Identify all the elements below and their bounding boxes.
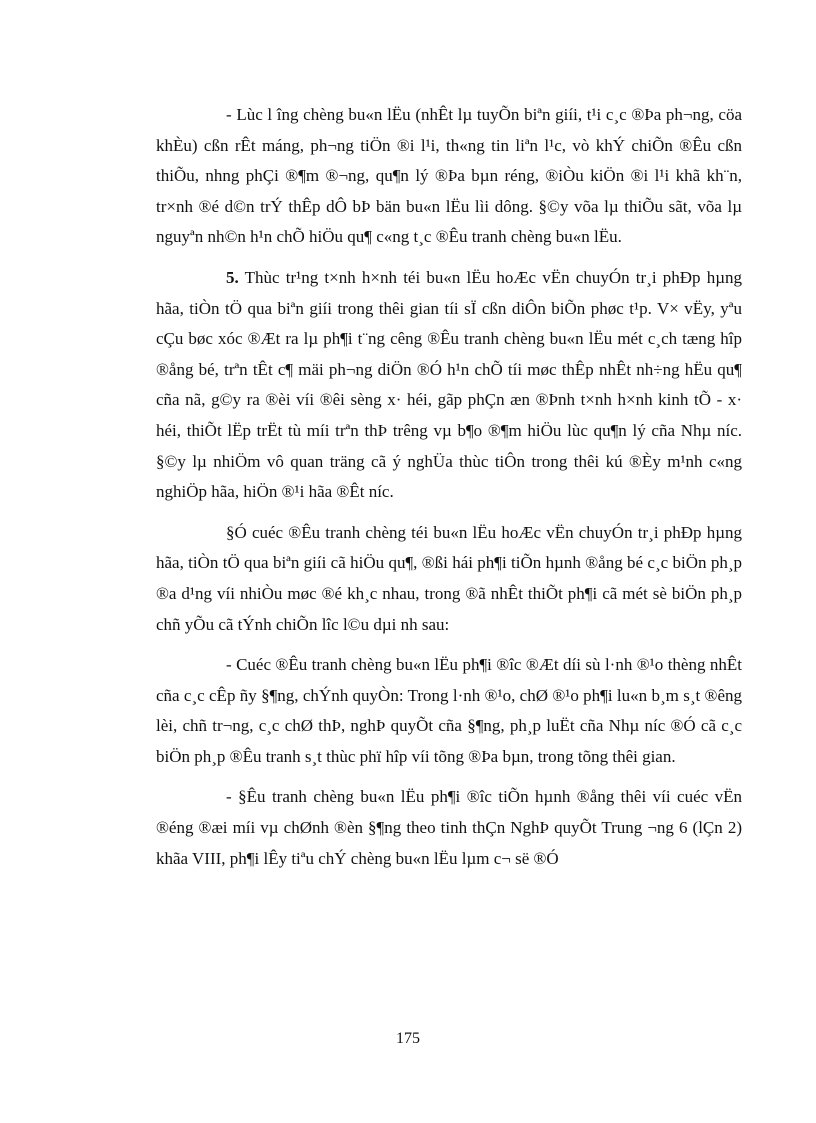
page-number: 175 xyxy=(396,1030,420,1047)
paragraph-5 xyxy=(156,782,742,874)
paragraph-4-text: - Cuéc ®Êu tranh chèng bu«n lËu ph¶i ®îc ®Æt díi sù l·nh ®¹o thèng nhÊt cña c¸c cÊp ñy §¶ng, chÝnh quyÒn: Trong l·nh ®¹o, chØ ®¹o ph¶i lu«n b¸m s¸t ®êng lèi, chñ tr¬ng, c¸c chØ thÞ, nghÞ quyÕt cña §¶ng, ph¸p luËt cña Nhµ níc ®Ó cã c¸c biÖn ph¸p ®Êu tranh s¸t thùc phï hîp víi tõng ®Þa bµn, trong tõng thêi gian. xyxy=(156,655,742,766)
paragraph-3-text: §Ó cuéc ®Êu tranh chèng téi bu«n lËu hoÆc vËn chuyÓn tr¸i phÐp hµng hãa, tiÒn tÖ qua biªn giíi cã hiÖu qu¶, ®ßi hái ph¶i tiÕn hµnh ®ång bé c¸c biÖn ph¸p ®a d¹ng víi nhiÒu møc ®é kh¸c nhau, trong ®ã nhÊt thiÕt ph¶i cã mét sè biÖn ph¸p chñ yÕu cã tÝnh chiÕn lîc l©u dµi nh sau: xyxy=(156,522,742,634)
paragraph-1-text: - Lùc l îng chèng bu«n lËu (nhÊt lµ tuyÕn biªn giíi, t¹i c¸c ®Þa ph¬ng, cöa khÈu) cßn rÊt máng, ph¬ng tiÖn ®i l¹i, th«ng tin liªn l¹c, vò khÝ chiÕn ®Êu cßn thiÕu, nhng phÇi ®¶m ®¬ng, qu¶n lý ®Þa bµn réng, ®iÒu kiÖn ®i l¹i khã kh¨n, tr×nh ®é d©n trÝ thÊp dÔ bÞ bän bu«n lËu lìi dông. §©y võa lµ thiÕu sãt, võa lµ nguyªn nh©n h¹n chÕ hiÖu qu¶ c«ng t¸c ®Êu tranh chèng bu«n lËu. xyxy=(156,105,742,247)
paragraph-5-text: - §Êu tranh chèng bu«n lËu ph¶i ®îc tiÕn hµnh ®ång thêi víi cuéc vËn ®éng ®æi míi vµ chØnh ®èn §¶ng theo tinh thÇn NghÞ quyÕt Trung ¬ng 6 (lÇn 2) khãa VIII, ph¶i lÊy tiªu chÝ chèng bu«n lËu lµm c¬ së ®Ó xyxy=(156,787,742,868)
paragraph-2 xyxy=(156,263,742,508)
page-body xyxy=(156,100,742,884)
paragraph-1 xyxy=(156,100,742,253)
paragraph-2-text: Thùc tr¹ng t×nh h×nh téi bu«n lËu hoÆc vËn chuyÓn tr¸i phÐp hµng hãa, tiÒn tÖ qua biªn giíi trong thêi gian tíi sÏ cßn diÔn biÕn phøc t¹p. V× vËy, yªu cÇu bøc xóc ®Æt ra lµ ph¶i t¨ng cêng ®Êu tranh chèng bu«n lËu mét c¸ch tæng hîp ®ång bé, trªn tÊt c¶ mäi ph¬ng diÖn ®Ó h¹n chÕ tíi møc thÊp nhÊt nh÷ng hËu qu¶ cña nã, g©y ra ®èi víi ®êi sèng x· héi, gãp phÇn æn ®Þnh t×nh h×nh kinh tÕ - x· héi, thiÕt lËp trËt tù míi trªn thÞ trêng vµ b¶o ®¶m hiÖu lùc qu¶n lý cña Nhµ níc. §©y lµ nhiÖm vô quan träng cã ý nghÜa thùc tiÔn trong thêi kú ®Èy m¹nh c«ng nghiÖp hãa, hiÖn ®¹i hãa ®Êt níc. xyxy=(156,267,742,502)
paragraph-2-number: 5. xyxy=(226,267,239,287)
paragraph-4 xyxy=(156,650,742,772)
paragraph-3 xyxy=(156,518,742,640)
